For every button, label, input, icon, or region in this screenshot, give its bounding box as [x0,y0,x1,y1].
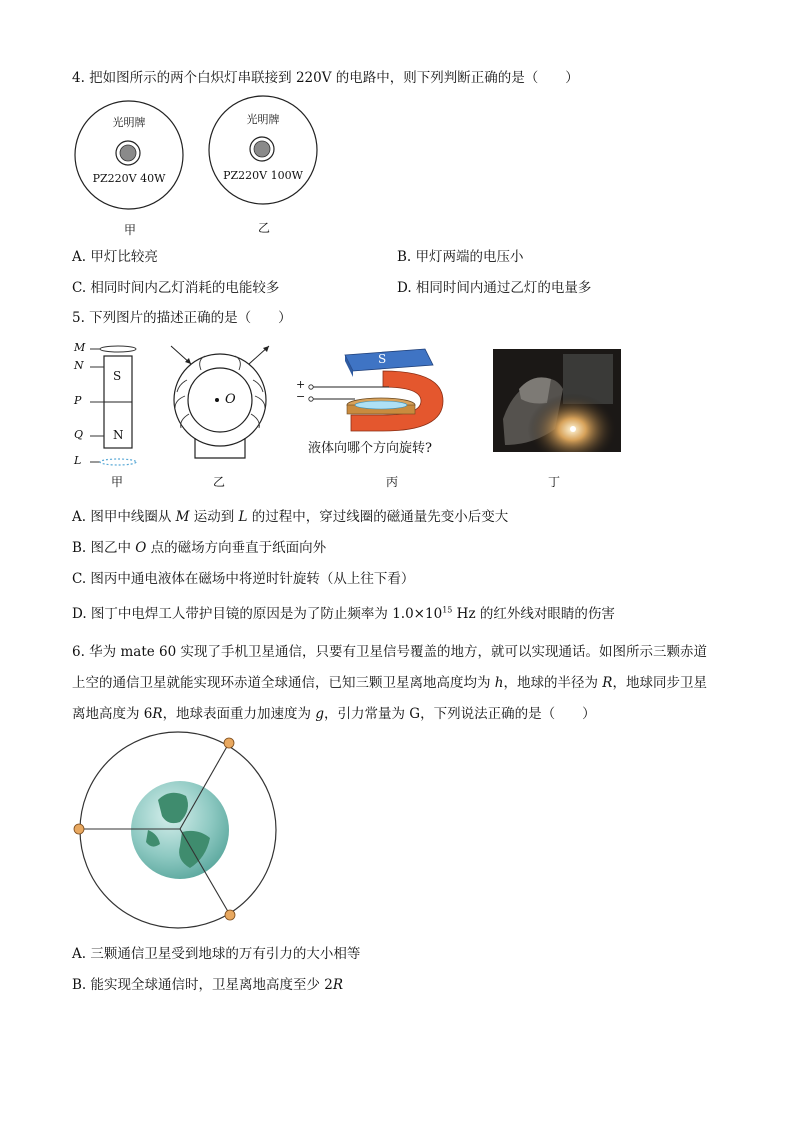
q4-option-c[interactable]: C. 相同时间内乙灯消耗的电能较多 [72,280,280,296]
q5-option-a-text: A. 图甲中线圈从 [72,509,176,525]
lamp-jia-caption: 甲 [124,223,137,237]
toroid-diagram [165,340,275,462]
var-g: g [315,706,325,722]
q5-option-a-tail: 的过程中，穿过线圈的磁通量先变小后变大 [247,509,509,525]
label-q: Q [74,428,84,441]
figure-yi-caption: 乙 [213,475,226,489]
figure-bing-caption: 丙 [386,475,399,489]
q6-option-a[interactable]: A. 三颗通信卫星受到地球的万有引力的大小相等 [72,946,361,962]
lamp-yi-brand: 光明牌 [246,113,280,126]
figure-bing [293,343,468,461]
minus-terminal: − [296,390,306,403]
q6-line3-text: 离地高度为 6 [72,706,153,722]
q5-option-b[interactable] [72,536,326,556]
lamp-yi-figure [207,94,319,206]
var-l: L [238,509,248,525]
var-r: R [602,675,613,691]
q5-option-b-text: B. 图乙中 [72,540,136,556]
q4-option-a[interactable]: A. 甲灯比较亮 [72,249,158,265]
var-o: O [135,540,147,556]
q6-line3-mid: ，地球表面重力加速度为 [162,706,316,722]
label-l: L [74,454,82,467]
label-o: O [225,392,236,407]
q5-option-a[interactable] [72,505,508,525]
exponent: 15 [442,605,453,615]
var-h: h [494,675,504,691]
q6-option-b[interactable] [72,973,343,993]
q5-option-a-mid: 运动到 [189,509,239,525]
figure-ding-caption: 丁 [548,475,561,489]
question-6-line-2 [72,671,707,691]
lamp-jia-figure [73,99,185,211]
question-5-stem: 5. 下列图片的描述正确的是（ ） [72,310,292,326]
plus-terminal: + [296,378,306,391]
var-r: R [152,706,163,722]
q6-line2-mid: ，地球的半径为 [503,675,603,691]
q6-line3-tail: ，引力常量为 G，下列说法正确的是（ ） [324,706,596,722]
satellite-orbit-figure [70,730,280,930]
question-6-line-1: 6. 华为 mate 60 实现了手机卫星通信，只要有卫星信号覆盖的地方，就可以实现通话。如图所示三颗赤道 [72,644,707,660]
pole-label-s: S [378,352,387,366]
orbit-diagram [70,730,280,930]
question-4-stem: 4. 把如图所示的两个白炽灯串联接到 220V 的电路中，则下列判断正确的是（ ） [72,70,579,86]
figure-ding-photo [493,349,621,452]
figure-jia-caption: 甲 [111,475,124,489]
label-m: M [74,341,86,354]
welder-photo [493,349,621,452]
q6-line2-tail: ，地球同步卫星 [612,675,707,691]
var-r: R [332,977,344,993]
q5-option-b-tail: 点的磁场方向垂直于纸面向外 [146,540,327,556]
q5-option-d-text: D. 图丁中电焊工人带护目镜的原因是为了防止频率为 1.0×10 [72,606,443,622]
q5-option-c[interactable]: C. 图丙中通电液体在磁场中将逆时针旋转（从上往下看） [72,571,415,587]
label-p: P [74,394,82,407]
lamp-yi-caption: 乙 [258,221,271,235]
lamp-yi-spec: PZ220V 100W [223,169,303,182]
question-6-line-3 [72,702,596,722]
lamp-jia-brand: 光明牌 [112,116,146,129]
q4-option-d[interactable]: D. 相同时间内通过乙灯的电量多 [397,280,592,296]
q6-option-b-text: B. 能实现全球通信时，卫星离地高度至少 2 [72,977,333,993]
pole-n: N [113,428,124,442]
q6-line2-text: 上空的通信卫星就能实现环赤道全球通信，已知三颗卫星离地高度均为 [72,675,495,691]
figure-yi [165,340,275,462]
pole-s: S [113,369,122,383]
lamp-jia-spec: PZ220V 40W [92,172,166,185]
label-n: N [74,359,84,372]
q5-option-d[interactable] [72,602,615,622]
var-m: M [175,509,190,525]
q5-option-d-tail: Hz 的红外线对眼睛的伤害 [452,606,615,622]
rotation-question: 液体向哪个方向旋转? [308,441,432,456]
q4-option-b[interactable]: B. 甲灯两端的电压小 [397,249,524,265]
figure-jia [70,340,150,470]
